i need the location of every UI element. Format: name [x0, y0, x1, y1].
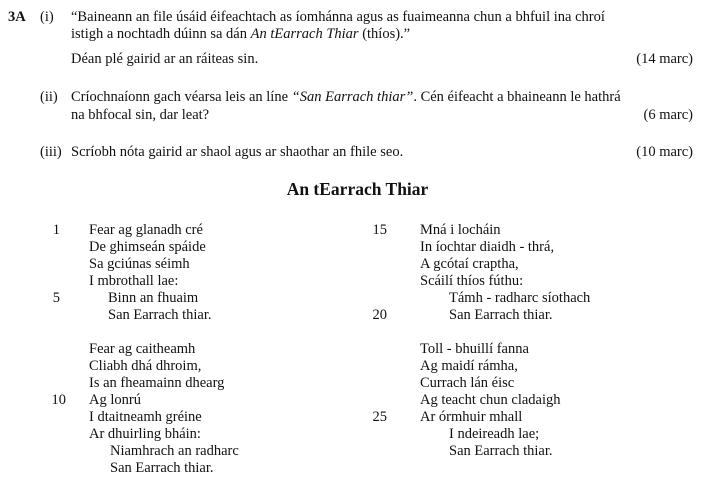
poem-line: San Earrach thiar.: [449, 307, 553, 323]
line-number: 15: [372, 222, 387, 238]
poem-line: San Earrach thiar.: [110, 460, 214, 476]
poem-line: Toll - bhuillí fanna: [420, 341, 529, 357]
part-ii-label: (ii): [40, 89, 58, 105]
poem-line: Ag teacht chun cladaigh: [420, 392, 561, 408]
part-ii-marks: (6 marc): [643, 107, 693, 123]
poem-line: San Earrach thiar.: [449, 443, 553, 459]
poem-line: Ar dhuirling bháin:: [89, 426, 201, 442]
part-i-label: (i): [40, 9, 54, 25]
part-i-line2-pre: istigh a nochtadh dúinn sa dán: [71, 26, 251, 42]
part-iii-line1: Scríobh nóta gairid ar shaol agus ar shaothar an fhile seo.: [71, 144, 404, 160]
poem-line: Fear ag caitheamh: [89, 341, 196, 357]
question-number: 3A: [8, 9, 26, 25]
poem-line: I dtaitneamh gréine: [89, 409, 202, 425]
poem-line: Scáilí thíos fúthu:: [420, 273, 524, 289]
line-number: 10: [51, 392, 66, 408]
poem-title: An tEarrach Thiar: [286, 179, 429, 199]
poem-line: Ag maidí rámha,: [420, 358, 518, 374]
poem-line: Niamhrach an radharc: [110, 443, 239, 459]
poem-line: I ndeireadh lae;: [449, 426, 540, 442]
poem-line: Ar órmhuir mhall: [420, 409, 523, 425]
line-number: 5: [52, 290, 60, 306]
poem-line: Fear ag glanadh cré: [89, 222, 203, 238]
part-ii-line2: na bhfocal sin, dar leat?: [71, 107, 210, 123]
part-iii-marks: (10 marc): [636, 144, 693, 160]
poem-line: Cliabh dhá dhroim,: [89, 358, 202, 374]
part-i-line3: Déan plé gairid ar an ráiteas sin.: [71, 51, 259, 67]
part-ii-quote: “San Earrach thiar”: [291, 89, 414, 105]
poem-line: San Earrach thiar.: [108, 307, 212, 323]
poem-line: A gcótaí craptha,: [420, 256, 519, 272]
part-ii-line1-pre: Críochnaíonn gach véarsa leis an líne: [71, 89, 292, 105]
poem-line: Binn an fhuaim: [108, 290, 199, 306]
poem-line: Ag lonrú: [89, 392, 141, 408]
part-i-line2-post: (thíos).”: [358, 26, 411, 42]
poem-line: Mná i locháin: [420, 222, 501, 238]
part-ii-line1: [71, 89, 621, 106]
part-i-line2: [71, 26, 410, 43]
poem-line: In íochtar diaidh - thrá,: [420, 239, 555, 255]
line-number: 25: [372, 409, 387, 425]
poem-line: Sa gciúnas séimh: [89, 256, 190, 272]
line-number: 20: [372, 307, 387, 323]
part-iii-label: (iii): [40, 144, 62, 160]
poem-line: De ghimseán spáide: [89, 239, 206, 255]
part-ii-line1-post: . Cén éifeacht a bhaineann le hathrá: [413, 89, 621, 105]
poem-title-ref: An tEarrach Thiar: [250, 26, 359, 42]
poem-line: Currach lán éisc: [420, 375, 515, 391]
poem-line: Támh - radharc síothach: [449, 290, 591, 306]
poem-line: I mbrothall lae:: [89, 273, 179, 289]
poem-line: Is an fheamainn dhearg: [89, 375, 225, 391]
part-i-marks: (14 marc): [636, 51, 693, 67]
part-i-line1: “Baineann an file úsáid éifeachtach as íomhánna agus as fuaimeanna chun a bhfuil ina chroí: [71, 9, 605, 25]
line-number: 1: [52, 222, 60, 238]
